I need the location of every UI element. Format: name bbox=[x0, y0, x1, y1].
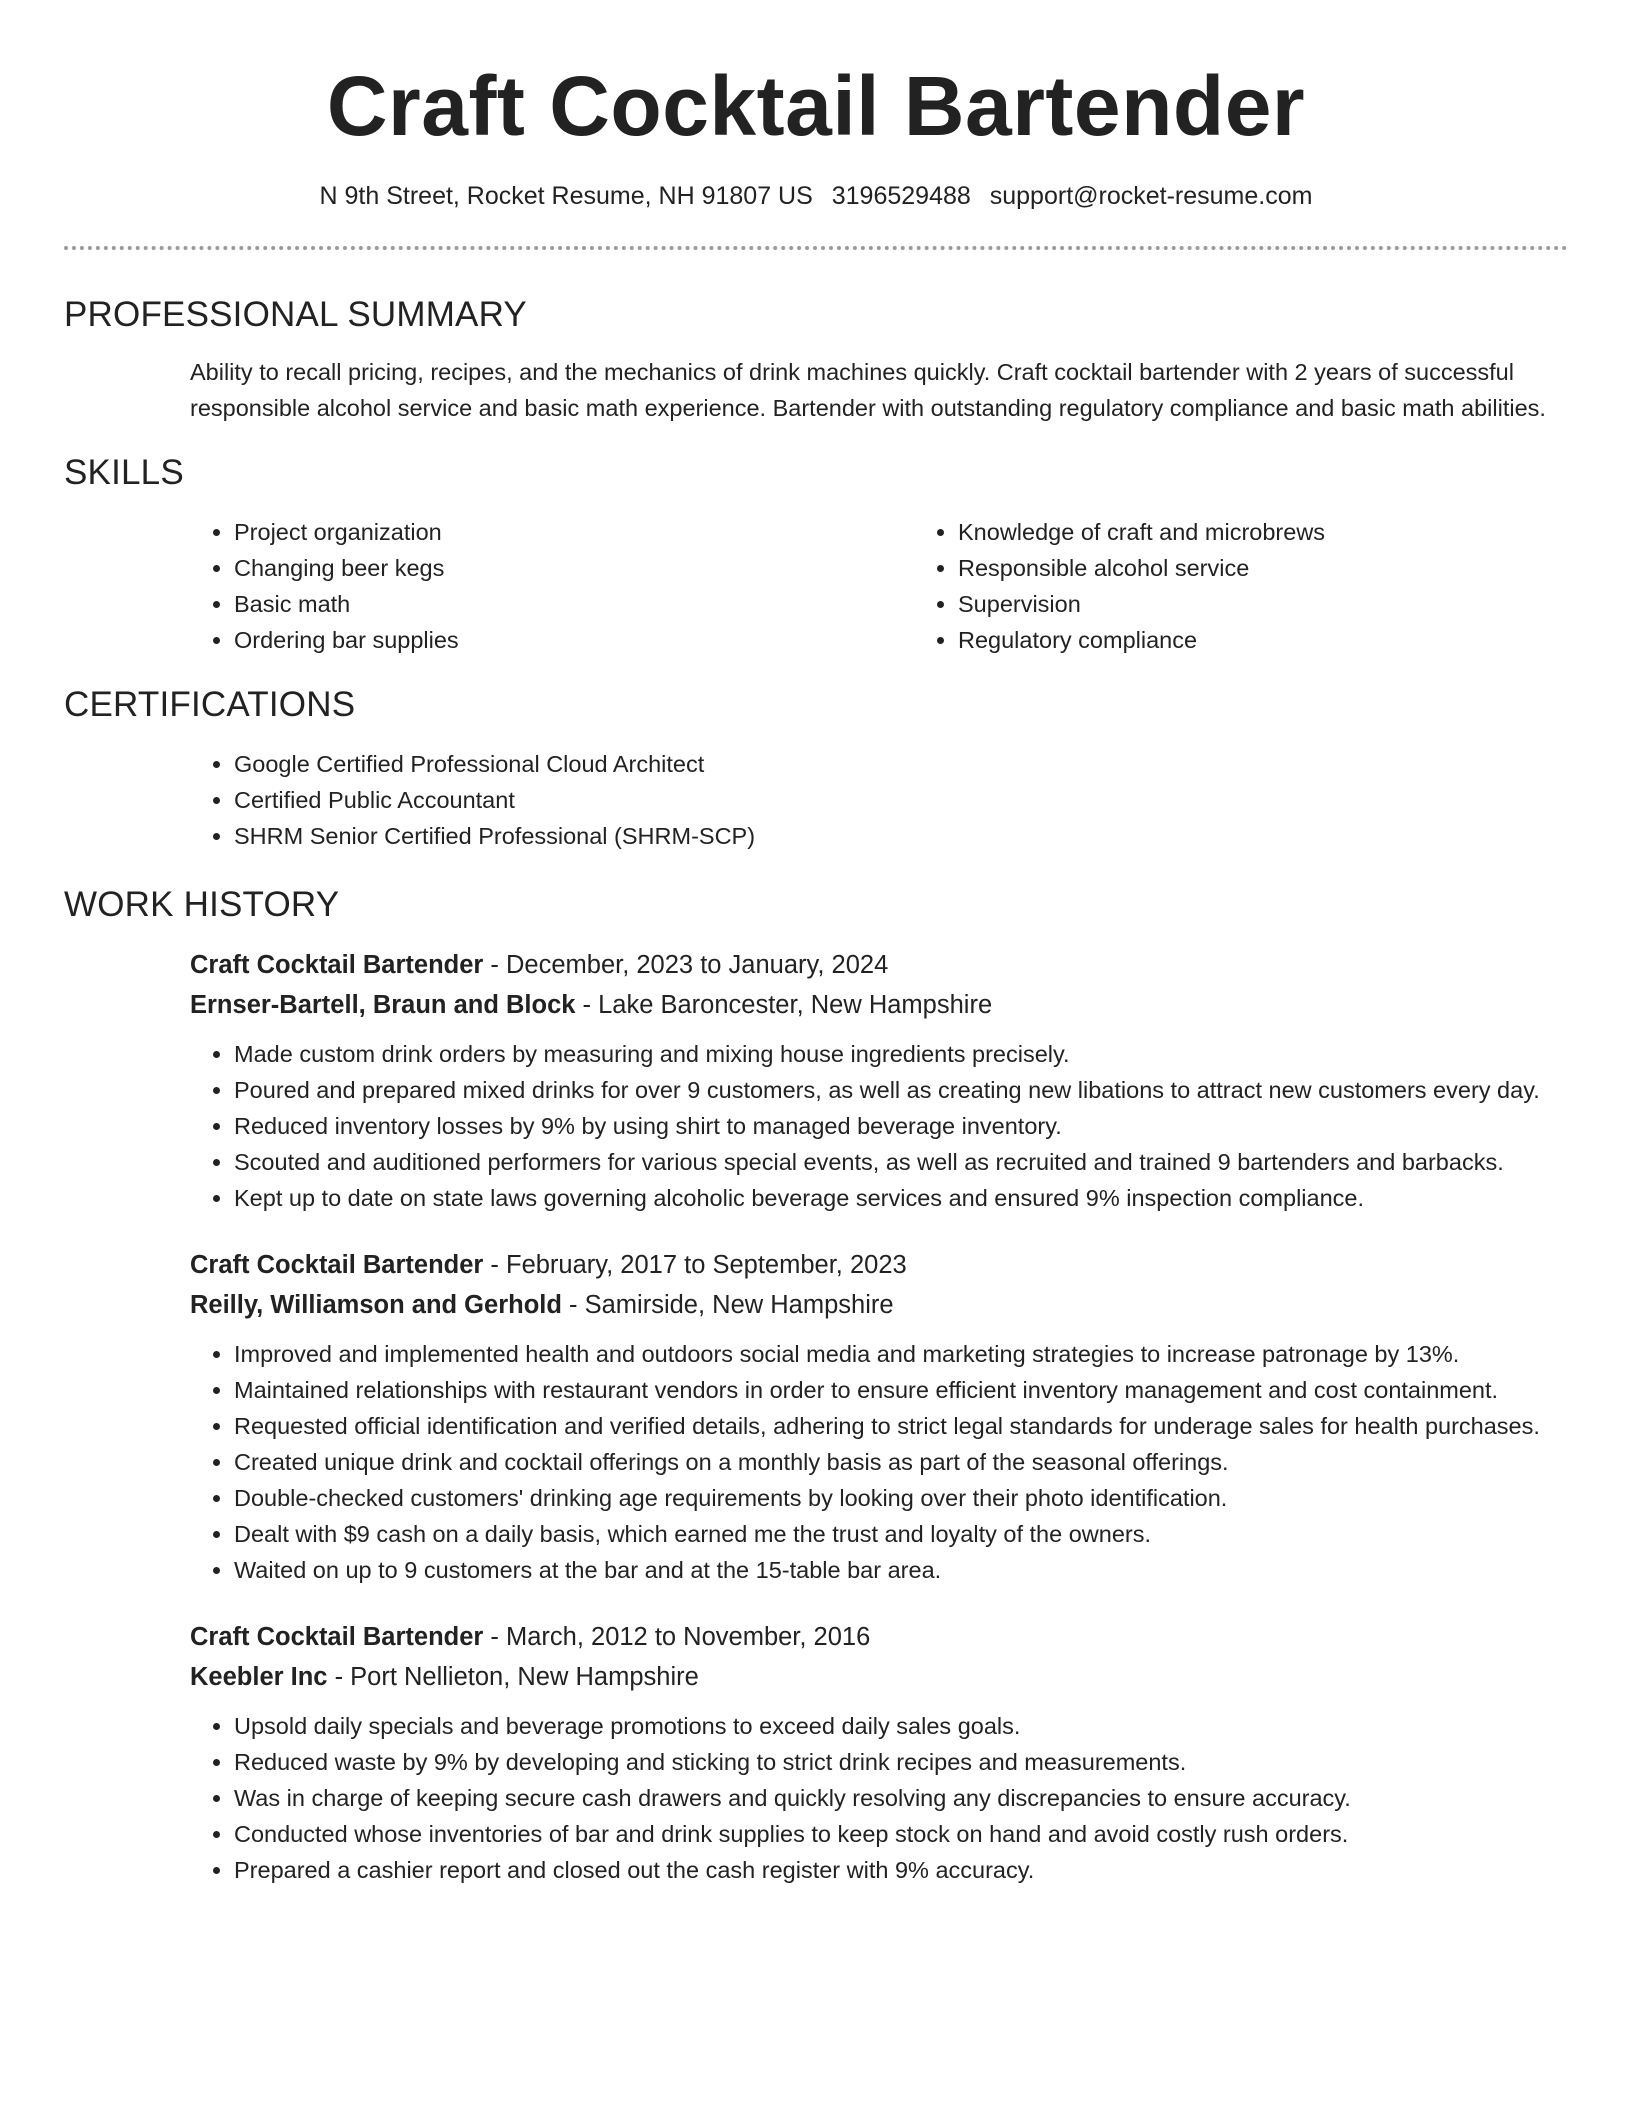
job-title: Craft Cocktail Bartender bbox=[190, 1623, 484, 1651]
job-bullets bbox=[190, 1336, 1568, 1588]
employer-name: Ernser-Bartell, Braun and Block bbox=[190, 991, 576, 1019]
summary-text: Ability to recall pricing, recipes, and the mechanics of drink machines quickly. Craft cocktail bartender with 2 years of successful responsible alcohol service and basic math experience. Bartender with outstanding regulatory compliance and basic math abilities. bbox=[190, 359, 1546, 421]
skill-item: • Knowledge of craft and microbrews bbox=[958, 514, 1632, 550]
job-bullets bbox=[190, 1708, 1568, 1888]
job-title-line bbox=[190, 1618, 1568, 1656]
job-title: Craft Cocktail Bartender bbox=[190, 951, 484, 979]
skills-heading: SKILLS bbox=[64, 453, 184, 492]
job-title: Craft Cocktail Bartender bbox=[190, 1251, 484, 1279]
resume-page bbox=[64, 0, 1568, 1888]
contact-email: support@rocket-resume.com bbox=[989, 182, 1313, 210]
job-bullet: • Upsold daily specials and beverage promotions to exceed daily sales goals. bbox=[234, 1708, 1568, 1744]
contact-line bbox=[64, 180, 1568, 212]
job-bullet: • Conducted whose inventories of bar and drink supplies to keep stock on hand and avoid costly rush orders. bbox=[234, 1816, 1568, 1852]
contact-address: N 9th Street, Rocket Resume, NH 91807 US bbox=[319, 182, 813, 210]
job-bullet: • Kept up to date on state laws governing alcoholic beverage services and ensured 9% inspection compliance. bbox=[234, 1180, 1568, 1216]
job-title-line bbox=[190, 1246, 1568, 1284]
job-bullet: • Was in charge of keeping secure cash drawers and quickly resolving any discrepancies to ensure accuracy. bbox=[234, 1780, 1568, 1816]
employer-location: - Samirside, New Hampshire bbox=[561, 1291, 894, 1319]
job-bullets bbox=[190, 1036, 1568, 1216]
job-entry bbox=[190, 1618, 1568, 1888]
job-bullet: • Created unique drink and cocktail offerings on a monthly basis as part of the seasonal offerings. bbox=[234, 1444, 1568, 1480]
job-bullet: • Requested official identification and verified details, adhering to strict legal standards for underage sales for health purchases. bbox=[234, 1408, 1568, 1444]
job-bullet: • Prepared a cashier report and closed out the cash register with 9% accuracy. bbox=[234, 1852, 1568, 1888]
certifications-list bbox=[190, 746, 1568, 854]
employer-name: Reilly, Williamson and Gerhold bbox=[190, 1291, 562, 1319]
skills-list bbox=[190, 514, 1568, 658]
job-dates: - March, 2012 to November, 2016 bbox=[483, 1623, 871, 1651]
job-bullet: • Maintained relationships with restaurant vendors in order to ensure efficient inventory management and cost containment. bbox=[234, 1372, 1568, 1408]
certification-item: • Certified Public Accountant bbox=[234, 782, 1568, 818]
job-bullet: • Waited on up to 9 customers at the bar and at the 15-table bar area. bbox=[234, 1552, 1568, 1588]
job-entry bbox=[190, 946, 1568, 1216]
employer-line bbox=[190, 1658, 1568, 1696]
skills-column-right bbox=[914, 514, 1632, 658]
job-bullet: • Dealt with $9 cash on a daily basis, which earned me the trust and loyalty of the owners. bbox=[234, 1516, 1568, 1552]
header-divider bbox=[64, 246, 1568, 250]
certification-item: • SHRM Senior Certified Professional (SHRM-SCP) bbox=[234, 818, 1568, 854]
skill-item: • Regulatory compliance bbox=[958, 622, 1632, 658]
certifications-heading: CERTIFICATIONS bbox=[64, 685, 356, 724]
job-bullet: • Double-checked customers' drinking age requirements by looking over their photo identification. bbox=[234, 1480, 1568, 1516]
job-title-line bbox=[190, 946, 1568, 984]
employer-line bbox=[190, 1286, 1568, 1324]
skill-item: • Ordering bar supplies bbox=[234, 622, 914, 658]
employer-location: - Port Nellieton, New Hampshire bbox=[327, 1663, 699, 1691]
job-bullet: • Improved and implemented health and outdoors social media and marketing strategies to increase patronage by 13%. bbox=[234, 1336, 1568, 1372]
contact-phone: 3196529488 bbox=[831, 182, 971, 210]
certification-item: • Google Certified Professional Cloud Architect bbox=[234, 746, 1568, 782]
skill-item: • Changing beer kegs bbox=[234, 550, 914, 586]
job-bullet: • Reduced waste by 9% by developing and sticking to strict drink recipes and measurements. bbox=[234, 1744, 1568, 1780]
skill-item: • Responsible alcohol service bbox=[958, 550, 1632, 586]
skills-column-left bbox=[190, 514, 914, 658]
skill-item: • Project organization bbox=[234, 514, 914, 550]
job-bullet: • Reduced inventory losses by 9% by using shirt to managed beverage inventory. bbox=[234, 1108, 1568, 1144]
job-dates: - December, 2023 to January, 2024 bbox=[483, 951, 889, 979]
employer-name: Keebler Inc bbox=[190, 1663, 328, 1691]
job-bullet: • Made custom drink orders by measuring and mixing house ingredients precisely. bbox=[234, 1036, 1568, 1072]
employer-location: - Lake Baroncester, New Hampshire bbox=[575, 991, 993, 1019]
employer-line bbox=[190, 986, 1568, 1024]
summary-heading: PROFESSIONAL SUMMARY bbox=[64, 295, 527, 334]
job-dates: - February, 2017 to September, 2023 bbox=[483, 1251, 907, 1279]
skill-item: • Basic math bbox=[234, 586, 914, 622]
job-bullet: • Poured and prepared mixed drinks for over 9 customers, as well as creating new libations to attract new customers every day. bbox=[234, 1072, 1568, 1108]
skill-item: • Supervision bbox=[958, 586, 1632, 622]
certifications-bullets bbox=[190, 746, 1568, 854]
job-entry bbox=[190, 1246, 1568, 1588]
work-history-heading: WORK HISTORY bbox=[64, 885, 340, 924]
job-bullet: • Scouted and auditioned performers for various special events, as well as recruited and trained 9 bartenders and barbacks. bbox=[234, 1144, 1568, 1180]
resume-name: Craft Cocktail Bartender bbox=[326, 59, 1306, 153]
